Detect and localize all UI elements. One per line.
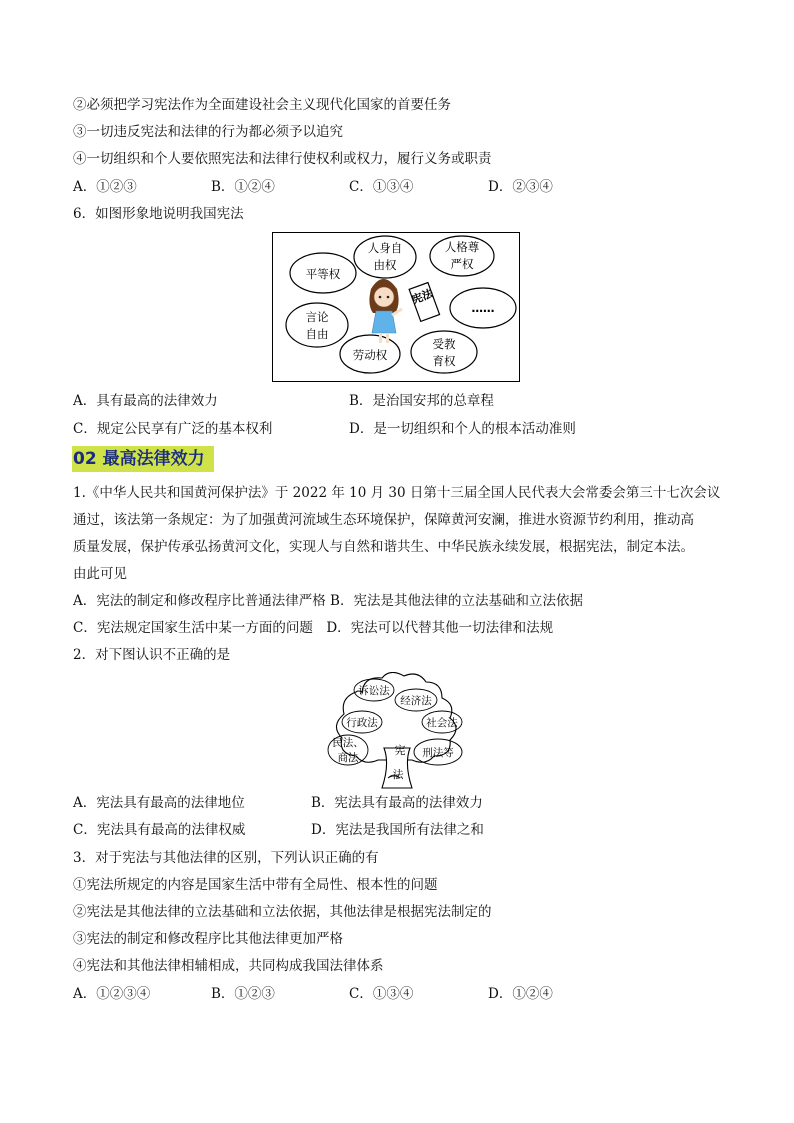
s2q3-statement-3: ③宪法的制定和修改程序比其他法律更加严格 xyxy=(73,931,343,947)
leaf-social-law: 社会法 xyxy=(426,717,458,729)
q5-statement-4: ④一切组织和个人要依照宪法和法律行使权利或权力，履行义务或职责 xyxy=(73,151,492,167)
leaf-economic-law: 经济法 xyxy=(400,695,432,707)
s2q2-option-d[interactable]: D．宪法是我国所有法律之和 xyxy=(311,822,484,838)
q6-option-b[interactable]: B．是治国安邦的总章程 xyxy=(349,393,494,409)
s2q3-option-d[interactable]: D．①②④ xyxy=(488,986,553,1002)
s2q3-stem: 3．对于宪法与其他法律的区别，下列认识正确的有 xyxy=(73,850,379,866)
s2q1-options-cd[interactable]: C．宪法规定国家生活中某一方面的问题 D．宪法可以代替其他一切法律和法规 xyxy=(73,620,554,636)
leaf-procedure-law: 诉讼法 xyxy=(358,685,390,697)
s2q2-stem: 2．对下图认识不正确的是 xyxy=(73,647,231,663)
s2q3-statement-4: ④宪法和其他法律相辅相成，共同构成我国法律体系 xyxy=(73,958,384,974)
s2q3-option-c[interactable]: C．①③④ xyxy=(349,986,414,1002)
q5-option-d[interactable]: D．②③④ xyxy=(488,179,553,195)
constitution-book xyxy=(408,282,441,322)
rights-figure-svg xyxy=(273,233,519,381)
trunk-char-1: 宪 xyxy=(394,744,406,757)
svg-text:自由: 自由 xyxy=(305,327,329,341)
s2q1-options-ab[interactable]: A．宪法的制定和修改程序比普通法律严格 B．宪法是其他法律的立法基础和立法依据 xyxy=(73,593,583,609)
q6-option-a[interactable]: A．具有最高的法律效力 xyxy=(73,393,218,409)
constitution-rights-figure xyxy=(272,232,520,382)
s2q3-option-b[interactable]: B．①②③ xyxy=(211,986,275,1002)
section-title: 02 最高法律效力 xyxy=(73,449,205,469)
q6-stem: 6．如图形象地说明我国宪法 xyxy=(73,206,244,222)
svg-text:由权: 由权 xyxy=(373,258,397,272)
q5-option-c[interactable]: C．①③④ xyxy=(349,179,414,195)
trunk-char-2: 法 xyxy=(392,768,404,781)
q5-statement-2: ②必须把学习宪法作为全面建设社会主义现代化国家的首要任务 xyxy=(73,97,451,113)
svg-text:言论: 言论 xyxy=(305,310,329,324)
leaf-administrative-law: 行政法 xyxy=(346,717,378,729)
q6-option-d[interactable]: D．是一切组织和个人的根本活动准则 xyxy=(349,421,576,437)
svg-text:严权: 严权 xyxy=(450,257,474,271)
law-tree-figure xyxy=(322,672,472,790)
q5-option-b[interactable]: B．①②④ xyxy=(211,179,275,195)
s2q1-stem-line3: 质量发展，保护传承弘扬黄河文化，实现人与自然和谐共生、中华民族永续发展，根据宪法，制定本法。 xyxy=(73,539,694,555)
q6-option-c[interactable]: C．规定公民享有广泛的基本权利 xyxy=(73,421,273,437)
s2q1-stem-line4: 由此可见 xyxy=(73,566,127,582)
girl-holding-constitution-icon xyxy=(369,279,402,343)
s2q3-option-a[interactable]: A．①②③④ xyxy=(73,986,151,1002)
s2q2-option-c[interactable]: C．宪法具有最高的法律权威 xyxy=(73,822,246,838)
q5-option-a[interactable]: A．①②③ xyxy=(73,179,137,195)
s2q2-option-a[interactable]: A．宪法具有最高的法律地位 xyxy=(73,795,245,811)
svg-text:商法: 商法 xyxy=(337,752,359,764)
svg-text:人格尊: 人格尊 xyxy=(444,240,480,254)
svg-text:宪法: 宪法 xyxy=(409,286,436,307)
law-tree-svg xyxy=(322,672,472,790)
s2q2-option-b[interactable]: B．宪法具有最高的法律效力 xyxy=(311,795,483,811)
s2q1-stem-line2: 通过，该法第一条规定：为了加强黄河流域生态环境保护，保障黄河安澜，推进水资源节约利用，推动高 xyxy=(73,512,694,528)
s2q1-stem-line1: 1.《中华人民共和国黄河保护法》于 2022 年 10 月 30 日第十三届全国人民代表大会常委会第三十七次会议 xyxy=(73,485,721,501)
s2q3-statement-2: ②宪法是其他法律的立法基础和立法依据，其他法律是根据宪法制定的 xyxy=(73,904,492,920)
right-label-more: …… xyxy=(471,301,495,315)
leaf-criminal-law: 刑法等 xyxy=(422,747,454,759)
q5-statement-3: ③一切违反宪法和法律的行为都必须予以追究 xyxy=(73,124,343,140)
svg-text:受教: 受教 xyxy=(432,337,456,351)
svg-text:育权: 育权 xyxy=(432,354,456,368)
s2q3-statement-1: ①宪法所规定的内容是国家生活中带有全局性、根本性的问题 xyxy=(73,877,438,893)
svg-text:人身自: 人身自 xyxy=(367,241,403,255)
svg-text:民法、: 民法、 xyxy=(332,737,364,749)
section-header xyxy=(72,446,214,472)
right-label-equality: 平等权 xyxy=(305,267,341,281)
right-label-labor: 劳动权 xyxy=(352,348,388,362)
